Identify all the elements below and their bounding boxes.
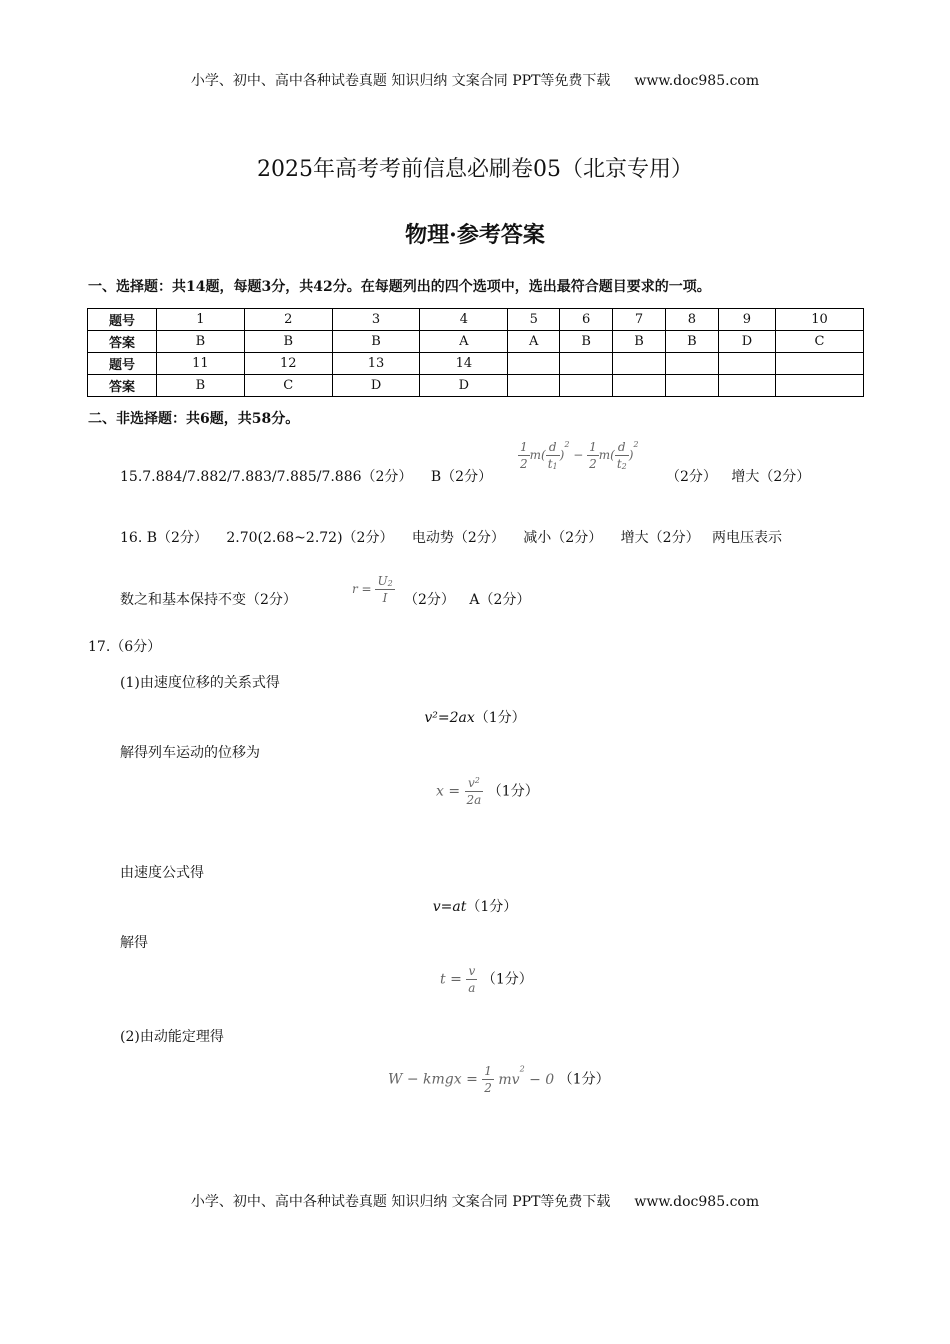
q15-line [120,466,492,486]
table-cell: 9 [718,309,775,331]
q15-d: 增大（2分） [731,469,811,485]
page-header [0,70,950,90]
q15-rest [666,466,810,486]
eq4-score: （1分） [481,971,533,988]
eq1-score: （1分） [474,710,526,726]
table-cell: B [665,331,718,353]
q17-p1: (1)由速度位移的关系式得 [120,675,280,691]
eq3-score: （1分） [466,899,518,915]
q16-g: 数之和基本保持不变（2分） [120,592,297,608]
q17-p3: 由速度公式得 [120,865,204,881]
table-cell [665,353,718,375]
q16-c: 电动势（2分） [411,530,505,546]
table-row [88,331,864,353]
table-cell: A [420,331,508,353]
eq5-score: （1分） [558,1071,610,1088]
table-cell [718,375,775,397]
q15-b: B（2分） [430,469,493,485]
row-label: 题号 [88,353,157,375]
q16-b: 2.70(2.68~2.72)（2分） [226,530,394,546]
row-label: 题号 [88,309,157,331]
table-cell [776,375,864,397]
q17-eq5: W − kmgx = $\frac{1}{2}$ $mv^2 - 0$ （1分） [388,1064,610,1095]
table-cell: 3 [332,309,420,331]
table-cell: B [244,331,332,353]
q16-a: 16. B（2分） [120,530,208,546]
table-cell: D [420,375,508,397]
row-label: 答案 [88,331,157,353]
q16-i: A（2分） [469,592,531,608]
table-cell [718,353,775,375]
q16-rest [404,589,530,609]
answer-table [87,308,864,397]
table-cell: 14 [420,353,508,375]
table-cell: B [332,331,420,353]
q15-answer: 15.7.884/7.882/7.883/7.885/7.886（2分） [120,469,413,485]
q17-eq1 [0,707,950,727]
table-cell: C [776,331,864,353]
table-cell [613,375,666,397]
table-cell: 10 [776,309,864,331]
table-cell: A [508,331,560,353]
document-subtitle: 物理·参考答案 [405,222,545,248]
table-cell: B [157,331,245,353]
q16-line2 [120,589,297,609]
q17-p2: 解得列车运动的位移为 [120,745,260,761]
table-cell [560,353,613,375]
table-cell: 5 [508,309,560,331]
q17-p4: 解得 [120,935,148,951]
q16-formula: r = $\frac{U2}{I}$ [352,574,393,605]
table-cell: 11 [157,353,245,375]
document-title: 2025年高考考前信息必刷卷05（北京专用） [257,157,693,182]
table-cell: 1 [157,309,245,331]
header-site[interactable]: www.doc985.com [634,73,760,89]
table-cell [508,353,560,375]
q16-f: 两电压表示 [712,530,783,546]
q16-d: 减小（2分） [523,530,603,546]
section2-heading: 二、非选择题：共6题，共58分。 [88,411,300,427]
eq1-text: v²=2ax [424,710,475,726]
table-cell: 4 [420,309,508,331]
table-cell: 8 [665,309,718,331]
q15-formula: $\frac{1}{2}$ m( $\frac{d}{t1}$ )$^2$ − $\frac{1}{2}$ m( $\frac{d}{t2}$ )$^2$ [520,440,639,471]
table-cell: D [332,375,420,397]
table-cell: C [244,375,332,397]
table-cell: 12 [244,353,332,375]
table-row [88,353,864,375]
eq3-text: v=at [432,899,467,915]
table-cell: 2 [244,309,332,331]
q17-heading: 17.（6分） [88,639,162,655]
q17-eq3 [0,896,950,916]
page-footer [0,1191,950,1211]
row-label: 答案 [88,375,157,397]
table-cell: B [613,331,666,353]
table-cell [776,353,864,375]
table-cell [560,375,613,397]
table-row [88,309,864,331]
table-cell: 7 [613,309,666,331]
q15-c: （2分） [666,469,717,485]
q16-h: （2分） [404,592,455,608]
eq2-score: （1分） [487,783,539,800]
table-cell [665,375,718,397]
table-cell: B [157,375,245,397]
q16-line1 [120,527,782,547]
table-cell: 6 [560,309,613,331]
q17-p5: (2)由动能定理得 [120,1029,224,1045]
q16-e: 增大（2分） [620,530,700,546]
footer-site[interactable]: www.doc985.com [634,1194,760,1210]
section1-heading: 一、选择题：共14题，每题3分，共42分。在每题列出的四个选项中，选出最符合题目要求的一项。 [88,279,711,295]
table-row [88,375,864,397]
header-text: 小学、初中、高中各种试卷真题 知识归纳 文案合同 PPT等免费下载 [190,73,611,89]
table-cell [613,353,666,375]
table-cell: B [560,331,613,353]
table-cell: 13 [332,353,420,375]
q17-eq2: x = $\frac{v^2}{2a}$ （1分） [436,776,539,807]
table-cell [508,375,560,397]
table-cell: D [718,331,775,353]
footer-text: 小学、初中、高中各种试卷真题 知识归纳 文案合同 PPT等免费下载 [190,1194,611,1210]
q17-eq4: t = $\frac{v}{a}$ （1分） [440,964,533,995]
